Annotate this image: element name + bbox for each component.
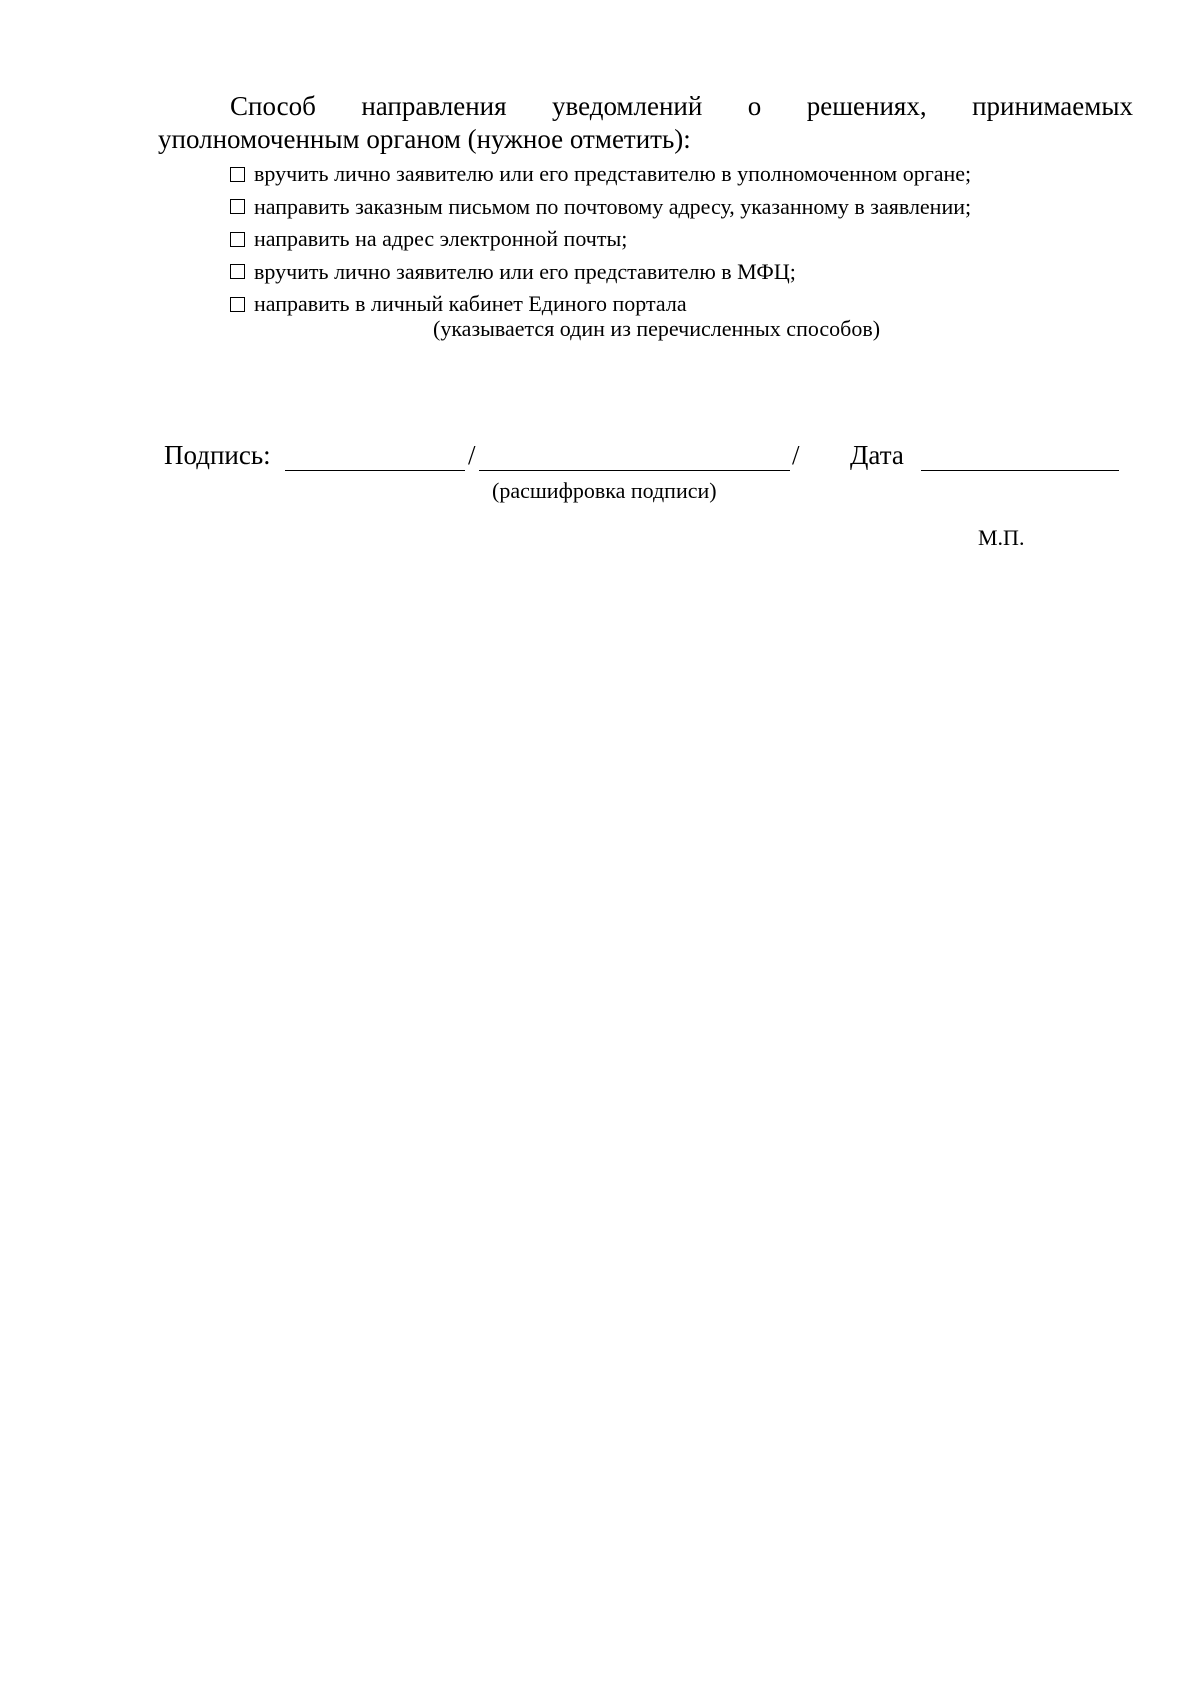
delivery-option-registered-mail[interactable] xyxy=(230,191,971,224)
checkbox[interactable] xyxy=(230,297,245,312)
intro-paragraph xyxy=(158,90,1133,156)
option-label: вручить лично заявителю или его представителю в МФЦ; xyxy=(254,258,796,284)
date-label: Дата xyxy=(850,440,904,470)
intro-word: принимаемых xyxy=(972,91,1133,121)
option-label: вручить лично заявителю или его представителю в уполномоченном органе; xyxy=(254,161,972,186)
intro-line-1 xyxy=(158,90,1133,123)
checkbox[interactable] xyxy=(230,199,245,214)
intro-word: уведомлений xyxy=(551,91,703,121)
signature-label: Подпись: xyxy=(164,440,271,470)
checkbox[interactable] xyxy=(230,167,245,182)
checkbox[interactable] xyxy=(230,232,245,247)
options-note: (указывается один из перечисленных способов) xyxy=(433,316,881,341)
signature-caption: (расшифровка подписи) xyxy=(492,478,717,503)
signature-row xyxy=(164,440,1124,476)
option-label: направить на адрес электронной почты; xyxy=(254,226,628,251)
signature-slash: / xyxy=(468,440,476,470)
signature-field-line[interactable] xyxy=(285,470,465,471)
option-label: направить заказным письмом по почтовому адресу, указанному в заявлении; xyxy=(254,193,972,219)
intro-word: о xyxy=(747,91,762,121)
delivery-option-in-person-authority[interactable] xyxy=(230,158,971,191)
intro-word: Способ xyxy=(230,91,316,121)
checkbox[interactable] xyxy=(230,264,245,279)
option-label: направить в личный кабинет Единого портала xyxy=(254,291,687,316)
date-field-line[interactable] xyxy=(921,470,1119,471)
stamp-place-label: М.П. xyxy=(978,525,1025,550)
delivery-option-in-person-mfc[interactable] xyxy=(230,256,971,289)
intro-line-2: уполномоченным органом (нужное отметить): xyxy=(158,124,691,154)
signature-slash: / xyxy=(792,440,800,470)
delivery-options-list xyxy=(230,158,971,321)
delivery-option-email[interactable] xyxy=(230,223,971,256)
intro-word: направления xyxy=(361,91,507,121)
signature-decoding-field-line[interactable] xyxy=(479,470,790,471)
intro-word: решениях, xyxy=(806,91,927,121)
